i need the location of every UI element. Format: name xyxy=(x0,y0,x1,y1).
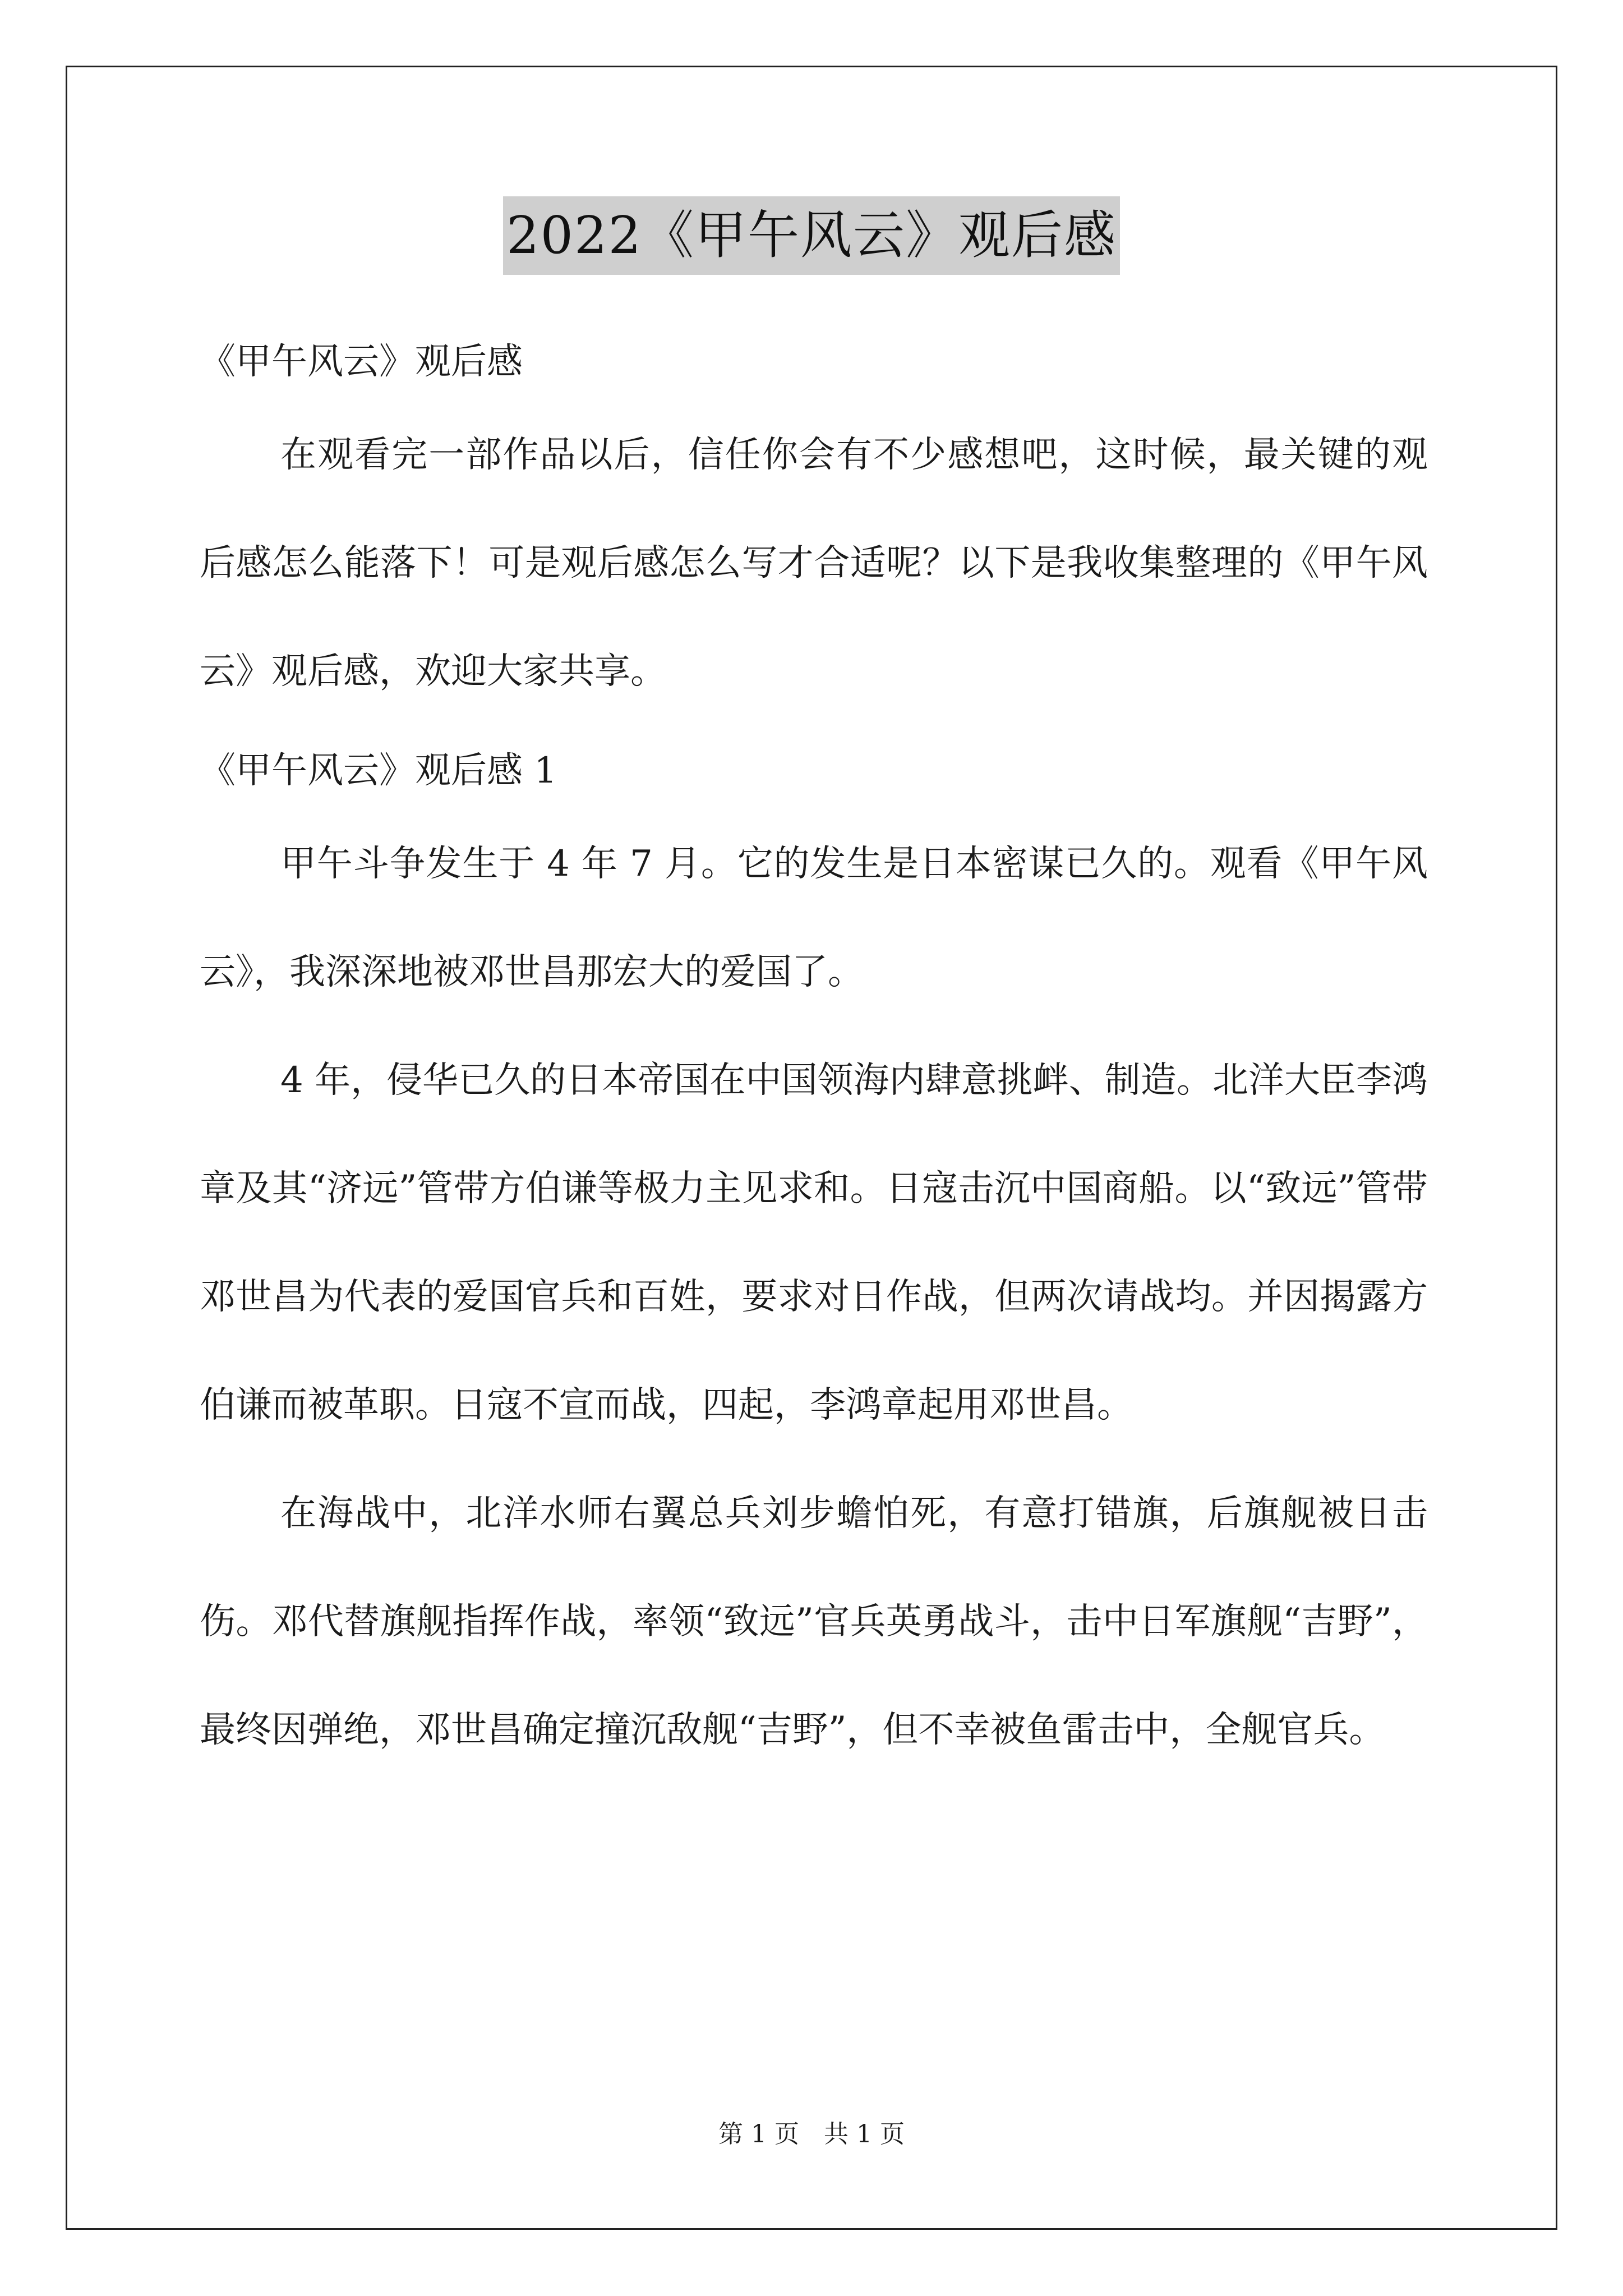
section-heading: 《甲午风云》观后感 xyxy=(200,341,523,383)
paragraph: 4 年，侵华已久的日本帝国在中国领海内肆意挑衅、制造。北洋大臣李鸿章及其“济远”管带方伯谦等极力主见求和。日寇击沉中国商船。以“致远”管带邓世昌为代表的爱国官兵和百姓，要求对日作战，但两次请战均。并因揭露方伯谦而被革职。日寇不宣而战，四起，李鸿章起用邓世昌。 xyxy=(200,1060,1428,1426)
paragraph: 在观看完一部作品以后，信任你会有不少感想吧，这时候，最关键的观后感怎么能落下！可是观后感怎么写才合适呢？以下是我收集整理的《甲午风云》观后感，欢迎大家共享。 xyxy=(200,434,1428,692)
document-body xyxy=(200,317,1428,1784)
paragraph: 在海战中，北洋水师右翼总兵刘步蟾怕死，有意打错旗，后旗舰被日击伤。邓代替旗舰指挥作战，率领“致远”官兵英勇战斗，击中日军旗舰“吉野”，最终因弹绝，邓世昌确定撞沉敌舰“吉野”，但不幸被鱼雷击中，全舰官兵。 xyxy=(200,1493,1428,1751)
paragraph: 甲午斗争发生于 4 年 7 月。它的发生是日本密谋已久的。观看《甲午风云》，我深深地被邓世昌那宏大的爱国了。 xyxy=(200,843,1428,993)
title-container xyxy=(0,196,1623,275)
section-heading: 《甲午风云》观后感 1 xyxy=(200,750,557,792)
document-title: 2022《甲午风云》观后感 xyxy=(503,196,1120,275)
page-number: 第 1 页 共 1 页 xyxy=(718,2120,905,2148)
